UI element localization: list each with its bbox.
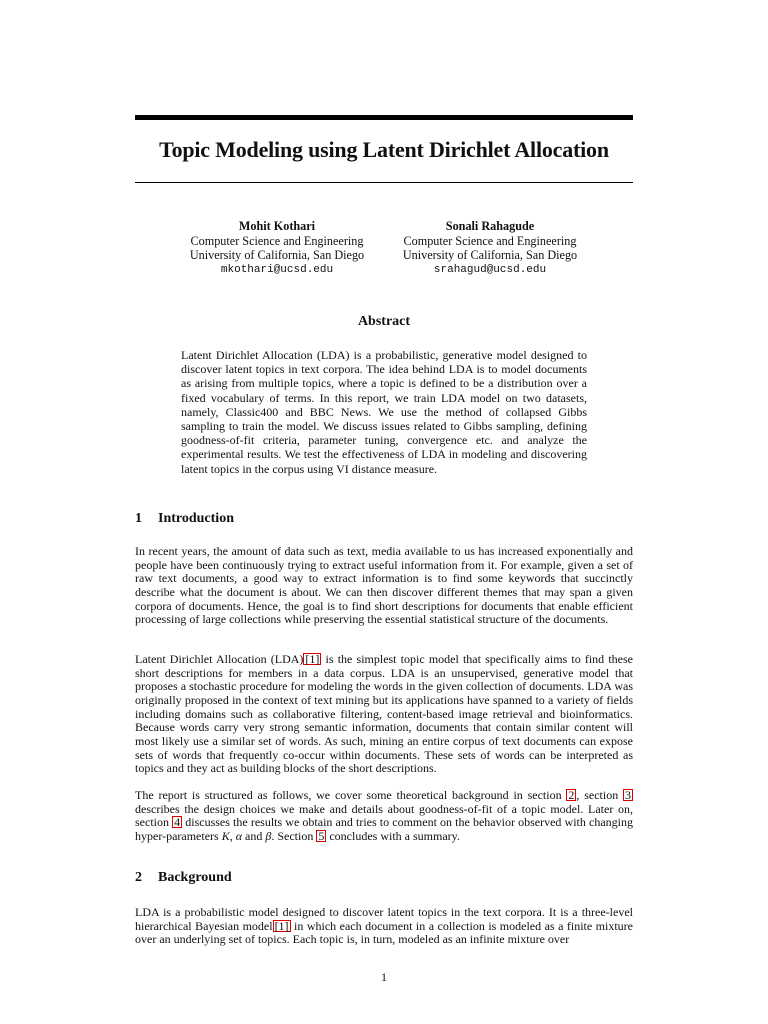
text-span: , xyxy=(229,828,236,843)
section-number: 1 xyxy=(135,511,142,526)
text-span: and xyxy=(242,828,266,843)
section-link[interactable]: 4 xyxy=(174,815,181,830)
text-span: in which each document in a collection is modeled as a finite mixture over an underlying set of topics. Each topic is, in turn, modeled as an infinite mixture over xyxy=(135,918,633,947)
section-link[interactable]: 2 xyxy=(568,788,575,802)
author-block-1 xyxy=(182,219,372,277)
citation-link[interactable]: [1] xyxy=(305,652,320,666)
intro-paragraph-2 xyxy=(135,653,633,776)
section-heading-introduction xyxy=(135,511,234,527)
intro-paragraph-3 xyxy=(135,789,633,844)
author-univ: University of California, San Diego xyxy=(402,248,578,262)
text-span: . Section xyxy=(271,828,317,843)
citation-link[interactable]: [1] xyxy=(274,918,289,933)
section-number: 2 xyxy=(135,870,142,885)
section-link[interactable]: 5 xyxy=(318,828,325,843)
author-dept: Computer Science and Engineering xyxy=(190,233,364,248)
author-email: srahagud@ucsd.edu xyxy=(433,263,547,276)
author-dept: Computer Science and Engineering xyxy=(403,233,577,248)
section-title: Introduction xyxy=(158,511,234,526)
author-email: mkothari@ucsd.edu xyxy=(220,263,334,276)
author-univ: University of California, San Diego xyxy=(189,248,365,262)
text-span: discusses the results we obtain and tries to comment on the behavior observed with changing hyper-parameters xyxy=(135,815,633,843)
background-paragraph-1 xyxy=(135,906,633,947)
text-span: Latent Dirichlet Allocation (LDA) xyxy=(135,652,304,666)
paper-title: Topic Modeling using Latent Dirichlet Allocation xyxy=(159,137,609,162)
title-top-rule xyxy=(135,115,633,120)
page-number: 1 xyxy=(381,970,387,984)
text-span: concludes with a summary. xyxy=(326,828,460,843)
section-title: Background xyxy=(158,870,232,885)
math-symbol: β xyxy=(265,828,272,843)
author-name: Mohit Kothari xyxy=(238,219,316,233)
text-span: describes the design choices we make and details about goodness-of-fit of a topic model. Later on, section xyxy=(135,801,633,830)
intro-paragraph-1: In recent years, the amount of data such as text, media available to us has increased exponentially and people have been continuously trying to extract useful information from it. For example, given a set of raw text documents, a good way to extract information is to find some keywords that succinctly describe what the document is about. We can then discover different themes that may span a given corpora of documents. Hence, the goal is to find short descriptions for documents that enable efficient processing of large collections while preserving the essential statistical structure of the documents. xyxy=(135,544,633,627)
text-span: , section xyxy=(576,788,623,802)
text-span: The report is structured as follows, we cover some theoretical background in section xyxy=(135,788,567,802)
author-block-2 xyxy=(395,219,585,277)
section-heading-background xyxy=(135,870,232,886)
abstract-heading: Abstract xyxy=(357,314,411,329)
section-link[interactable]: 3 xyxy=(625,788,631,802)
math-symbol: α xyxy=(235,828,243,843)
title-bottom-rule xyxy=(135,182,633,183)
author-name: Sonali Rahagude xyxy=(445,219,535,233)
abstract-text: Latent Dirichlet Allocation (LDA) is a probabilistic, generative model designed to discover latent topics in text corpora. The idea behind LDA is to model documents as arising from multiple topics, where a topic is defined to be a distribution over a fixed vocabulary of terms. In this report, we train LDA model on two datasets, namely, Classic400 and BBC News. We use the method of collapsed Gibbs sampling to train the model. We discuss issues related to Gibbs sampling, defining goodness-of-fit criteria, parameter tuning, convergence etc. and analyze the experimental results. We test the effectiveness of LDA in modeling and discovering latent topics in the corpus using VI distance measure. xyxy=(181,348,587,476)
text-span: is the simplest topic model that specifically aims to find these short descriptions for members in a data corpus. LDA is an unsupervised, generative model that proposes a stochastic procedure for modeling the words in the given collection of documents. LDA was originally proposed in the context of text mining but its applications have spanned to a variety of fields including domains such as collaborative filtering, content-based image retrieval and bioinformatics. Because words carry very strong semantic information, documents that contain similar content will most likely use a similar set of words. As such, mining an entire corpus of text documents can expose sets of words that frequently co-occur within documents. These sets of words can be interpreted as topics and they act as building blocks of the short descriptions. xyxy=(135,652,633,776)
math-symbol: K xyxy=(221,828,230,843)
text-span: LDA is a probabilistic model designed to discover latent topics in the text corpora. It is a three-level hierarchical Bayesian model xyxy=(135,905,633,933)
